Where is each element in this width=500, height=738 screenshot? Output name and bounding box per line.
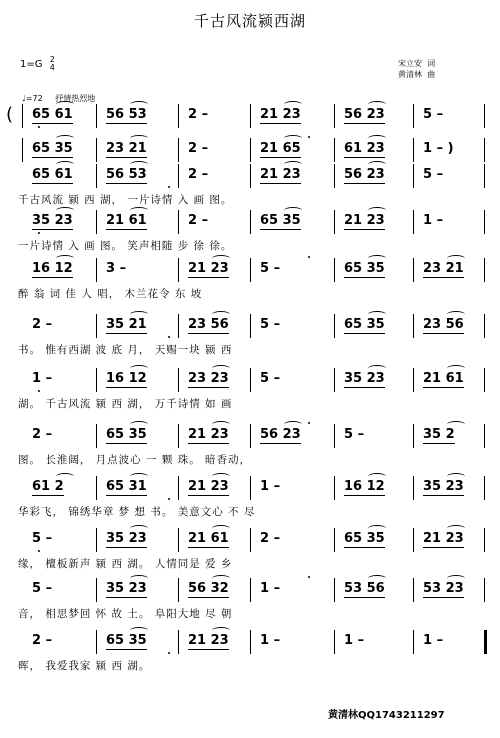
measure-notes: 35 23	[344, 371, 385, 386]
slur-mark	[212, 473, 230, 480]
bar-line	[250, 210, 251, 234]
measure-notes: 21 23	[188, 479, 229, 494]
lyric-line: 千古风流 颍 西 湖， 一片诗情 入 画 图。	[18, 194, 233, 206]
tempo-value: ♩=72	[22, 94, 43, 103]
slur-mark	[212, 627, 230, 634]
slur-mark	[130, 575, 148, 582]
measure-notes: 35 23	[106, 581, 147, 596]
measure-notes: 1 –	[423, 633, 444, 648]
bar-line	[96, 164, 97, 188]
measure-notes: 21 23	[423, 531, 464, 546]
bar-line	[178, 138, 179, 162]
slur-mark	[130, 135, 148, 142]
slur-mark	[447, 311, 465, 318]
measure-notes: 56 53	[106, 167, 147, 182]
slur-mark	[130, 473, 148, 480]
octave-dot	[38, 232, 40, 234]
notes-row	[18, 314, 484, 338]
bar-line	[250, 424, 251, 448]
bar-line	[96, 138, 97, 162]
measure-notes: 2 –	[188, 141, 209, 156]
octave-dot	[308, 422, 310, 424]
slur-mark	[284, 207, 302, 214]
bar-line	[250, 164, 251, 188]
bar-line	[484, 210, 485, 234]
bar-line	[484, 578, 485, 602]
bar-line	[178, 424, 179, 448]
bar-line	[178, 578, 179, 602]
slur-mark	[56, 161, 74, 168]
lyric-row	[18, 192, 484, 208]
score-system	[18, 210, 484, 264]
bar-line	[484, 314, 485, 338]
measure-notes: 2 –	[32, 427, 53, 442]
bar-line	[484, 104, 485, 128]
measure-notes: 23 23	[188, 371, 229, 386]
bar-line	[22, 138, 23, 162]
measure-notes: 56 23	[260, 427, 301, 442]
measure-notes: 5 –	[32, 581, 53, 596]
bar-line	[413, 104, 414, 128]
slur-mark	[368, 365, 386, 372]
octave-dot	[168, 498, 170, 500]
bar-line	[250, 258, 251, 282]
measure-notes: 35 23	[423, 479, 464, 494]
bar-line	[334, 314, 335, 338]
slur-mark	[368, 101, 386, 108]
bar-line	[484, 164, 485, 188]
octave-dot	[168, 336, 170, 338]
signature: 黄清林QQ1743211297	[328, 710, 445, 721]
slur-mark	[56, 473, 74, 480]
lyric-row	[18, 658, 484, 674]
measure-notes: 1 –	[260, 633, 281, 648]
slur-mark	[284, 421, 302, 428]
measure-notes: 61 2	[32, 479, 64, 494]
slur-mark	[284, 101, 302, 108]
measure-notes: 56 53	[106, 107, 147, 122]
key-signature	[20, 56, 55, 72]
measure-notes: 65 31	[106, 479, 147, 494]
slur-mark	[212, 255, 230, 262]
lyric-line: 缘， 檀板新声 颍 西 湖。 人情同是 爱 乡	[18, 558, 233, 570]
measure-notes: 35 21	[106, 317, 147, 332]
bar-line	[413, 138, 414, 162]
bar-line	[413, 528, 414, 552]
measure-notes: 65 35	[260, 213, 301, 228]
bar-line	[96, 578, 97, 602]
lyric-line: 音， 相思梦回 怀 故 土。 阜阳大地 尽 朝	[18, 608, 233, 620]
bar-line	[250, 314, 251, 338]
slur-mark	[368, 207, 386, 214]
bar-line	[484, 528, 485, 552]
bar-line	[96, 210, 97, 234]
slur-mark	[56, 255, 74, 262]
score-system	[18, 476, 484, 530]
bar-line	[96, 314, 97, 338]
bar-line	[96, 368, 97, 392]
bar-line	[334, 630, 335, 654]
slur-mark	[130, 365, 148, 372]
bar-line	[484, 424, 485, 448]
bar-line	[178, 528, 179, 552]
score-system	[18, 578, 484, 632]
measure-notes: 16 12	[344, 479, 385, 494]
measure-notes: 21 23	[344, 213, 385, 228]
slur-mark	[212, 575, 230, 582]
bar-line	[413, 630, 414, 654]
measure-notes: 65 61	[32, 107, 73, 122]
bar-line	[413, 258, 414, 282]
measure-notes: 2 –	[260, 531, 281, 546]
bar-line	[334, 258, 335, 282]
measure-notes: 23 21	[423, 261, 464, 276]
bar-line	[250, 368, 251, 392]
slur-mark	[130, 101, 148, 108]
measure-notes: 56 23	[344, 107, 385, 122]
octave-dot	[308, 136, 310, 138]
notes-row	[18, 578, 484, 602]
score-system	[18, 630, 484, 684]
measure-notes: 5 –	[260, 371, 281, 386]
score-system	[18, 368, 484, 422]
bar-line	[96, 424, 97, 448]
slur-mark	[284, 161, 302, 168]
bar-line	[178, 258, 179, 282]
slur-mark	[130, 311, 148, 318]
octave-dot	[308, 576, 310, 578]
bar-line	[96, 258, 97, 282]
notes-row	[18, 528, 484, 552]
measure-notes: 53 56	[344, 581, 385, 596]
measure-notes: 21 23	[188, 427, 229, 442]
bar-line	[334, 164, 335, 188]
lyric-row	[18, 238, 484, 254]
measure-notes: 1 –	[32, 371, 53, 386]
bar-line	[413, 424, 414, 448]
lyric-row	[18, 396, 484, 412]
bar-line	[334, 528, 335, 552]
measure-notes: 23 21	[106, 141, 147, 156]
page-title: 千古风流颍西湖	[193, 12, 306, 30]
lyric-row	[18, 504, 484, 520]
bar-line	[250, 630, 251, 654]
composer-credit: 黄清林 曲	[398, 70, 436, 79]
bar-line	[96, 476, 97, 500]
measure-notes: 65 35	[344, 317, 385, 332]
repeat-open-paren: (	[6, 104, 14, 125]
measure-notes: 56 23	[344, 167, 385, 182]
slur-mark	[130, 421, 148, 428]
measure-notes: 21 61	[188, 531, 229, 546]
notes-row	[18, 424, 484, 448]
lyric-line: 醉 翁 词 佳 人 唱， 木兰花令 东 坡	[18, 288, 203, 300]
slur-mark	[284, 135, 302, 142]
measure-notes: 5 –	[260, 261, 281, 276]
slur-mark	[447, 365, 465, 372]
lyric-row	[18, 452, 484, 468]
slur-mark	[447, 255, 465, 262]
measure-notes: 21 23	[260, 107, 301, 122]
notes-row	[18, 210, 484, 234]
notes-row	[6, 104, 484, 128]
bar-line	[334, 104, 335, 128]
bar-line	[484, 138, 485, 162]
expression-marking: 抒情热烈地	[55, 94, 96, 103]
octave-dot	[38, 126, 40, 128]
bar-line	[413, 164, 414, 188]
measure-notes: 1 –	[260, 581, 281, 596]
notes-row	[18, 630, 484, 654]
time-signature: 2 4	[49, 55, 55, 72]
measure-notes: 5 –	[32, 531, 53, 546]
measure-notes: 21 23	[188, 633, 229, 648]
bar-line	[334, 424, 335, 448]
lyric-line: 图。 长淮阔， 月点波心 一 颗 珠。 暗香动，	[18, 454, 252, 466]
lyric-row	[18, 342, 484, 358]
slur-mark	[56, 207, 74, 214]
measure-notes: 16 12	[32, 261, 73, 276]
measure-notes: 5 –	[260, 317, 281, 332]
measure-notes: 1 –	[260, 479, 281, 494]
lyric-row	[18, 286, 484, 302]
measure-notes: 1 –	[344, 633, 365, 648]
measure-notes: 3 –	[106, 261, 127, 276]
bar-line	[96, 104, 97, 128]
measure-notes: 65 35	[106, 633, 147, 648]
bar-line	[484, 368, 485, 392]
bar-line	[413, 210, 414, 234]
lyric-line: 华彩飞， 锦绣华章 梦 想 书。 美意文心 不 尽	[18, 506, 256, 518]
measure-notes: 65 35	[106, 427, 147, 442]
measure-notes: 35 23	[32, 213, 73, 228]
lyric-row	[18, 606, 484, 622]
measure-notes: 1 –	[423, 213, 444, 228]
bar-line	[178, 368, 179, 392]
slur-mark	[368, 161, 386, 168]
measure-notes: 21 61	[423, 371, 464, 386]
measure-notes: 2 –	[32, 633, 53, 648]
measure-notes: 35 23	[106, 531, 147, 546]
bar-line	[178, 210, 179, 234]
measure-notes: 2 –	[188, 107, 209, 122]
notes-row	[18, 258, 484, 282]
measure-notes: 23 56	[188, 317, 229, 332]
measure-notes: 2 –	[188, 167, 209, 182]
score-system	[18, 258, 484, 312]
slur-mark	[130, 161, 148, 168]
lyric-line: 一片诗情 入 画 图。 笑声相随 步 徐 徐。	[18, 240, 233, 252]
measure-notes: 35 2	[423, 427, 455, 442]
measure-notes: 1 – )	[423, 141, 454, 156]
bar-line	[484, 476, 485, 500]
notes-row	[18, 164, 484, 188]
measure-notes: 65 61	[32, 167, 73, 182]
slur-mark	[368, 311, 386, 318]
slur-mark	[447, 421, 465, 428]
bar-line	[178, 630, 179, 654]
bar-line	[96, 630, 97, 654]
bar-line	[178, 476, 179, 500]
bar-line	[178, 164, 179, 188]
bar-line	[334, 210, 335, 234]
bar-line	[250, 138, 251, 162]
bar-line	[178, 104, 179, 128]
bar-line	[250, 578, 251, 602]
slur-mark	[368, 255, 386, 262]
bar-line	[334, 138, 335, 162]
bar-line	[413, 314, 414, 338]
slur-mark	[130, 207, 148, 214]
measure-notes: 5 –	[423, 107, 444, 122]
measure-notes: 5 –	[344, 427, 365, 442]
notes-row	[18, 368, 484, 392]
slur-mark	[447, 525, 465, 532]
measure-notes: 21 23	[188, 261, 229, 276]
slur-mark	[212, 365, 230, 372]
measure-notes: 65 35	[32, 141, 73, 156]
bar-line	[484, 258, 485, 282]
measure-notes: 2 –	[188, 213, 209, 228]
slur-mark	[368, 135, 386, 142]
bar-line	[334, 476, 335, 500]
slur-mark	[130, 627, 148, 634]
slur-mark	[56, 101, 74, 108]
measure-notes: 56 32	[188, 581, 229, 596]
bar-line	[413, 578, 414, 602]
measure-notes: 2 –	[32, 317, 53, 332]
bar-line	[250, 528, 251, 552]
measure-notes: 21 23	[260, 167, 301, 182]
measure-notes: 23 56	[423, 317, 464, 332]
slur-mark	[212, 525, 230, 532]
slur-mark	[368, 473, 386, 480]
lyric-row	[18, 556, 484, 572]
key-text: 1=G	[20, 59, 43, 70]
measure-notes: 21 65	[260, 141, 301, 156]
slur-mark	[56, 135, 74, 142]
bar-line	[96, 528, 97, 552]
measure-notes: 53 23	[423, 581, 464, 596]
slur-mark	[130, 525, 148, 532]
octave-dot	[168, 652, 170, 654]
bar-line	[484, 630, 487, 654]
bar-line	[334, 368, 335, 392]
octave-dot	[168, 186, 170, 188]
bar-line	[22, 104, 23, 128]
octave-dot	[38, 390, 40, 392]
measure-notes: 65 35	[344, 261, 385, 276]
bar-line	[413, 368, 414, 392]
measure-notes: 21 61	[106, 213, 147, 228]
bar-line	[178, 314, 179, 338]
notes-row	[18, 476, 484, 500]
lyricist-credit: 宋立安 词	[398, 59, 436, 68]
measure-notes: 16 12	[106, 371, 147, 386]
octave-dot	[38, 550, 40, 552]
credits	[398, 58, 435, 80]
measure-notes: 5 –	[423, 167, 444, 182]
bar-line	[334, 578, 335, 602]
score-system	[18, 424, 484, 478]
slur-mark	[368, 575, 386, 582]
score-system	[18, 314, 484, 368]
notes-row	[18, 138, 484, 162]
score-system	[18, 528, 484, 582]
bar-line	[250, 476, 251, 500]
slur-mark	[447, 473, 465, 480]
lyric-line: 晖， 我爱我家 颍 西 湖。	[18, 660, 151, 672]
slur-mark	[212, 311, 230, 318]
slur-mark	[212, 421, 230, 428]
lyric-line: 湖。 千古风流 颍 西 湖， 万千诗情 如 画	[18, 398, 233, 410]
measure-notes: 61 23	[344, 141, 385, 156]
lyric-line: 书。 惟有西湖 波 底 月， 天赐一块 颍 西	[18, 344, 233, 356]
octave-dot	[308, 256, 310, 258]
slur-mark	[368, 525, 386, 532]
bar-line	[413, 476, 414, 500]
bar-line	[250, 104, 251, 128]
slur-mark	[447, 575, 465, 582]
measure-notes: 65 35	[344, 531, 385, 546]
